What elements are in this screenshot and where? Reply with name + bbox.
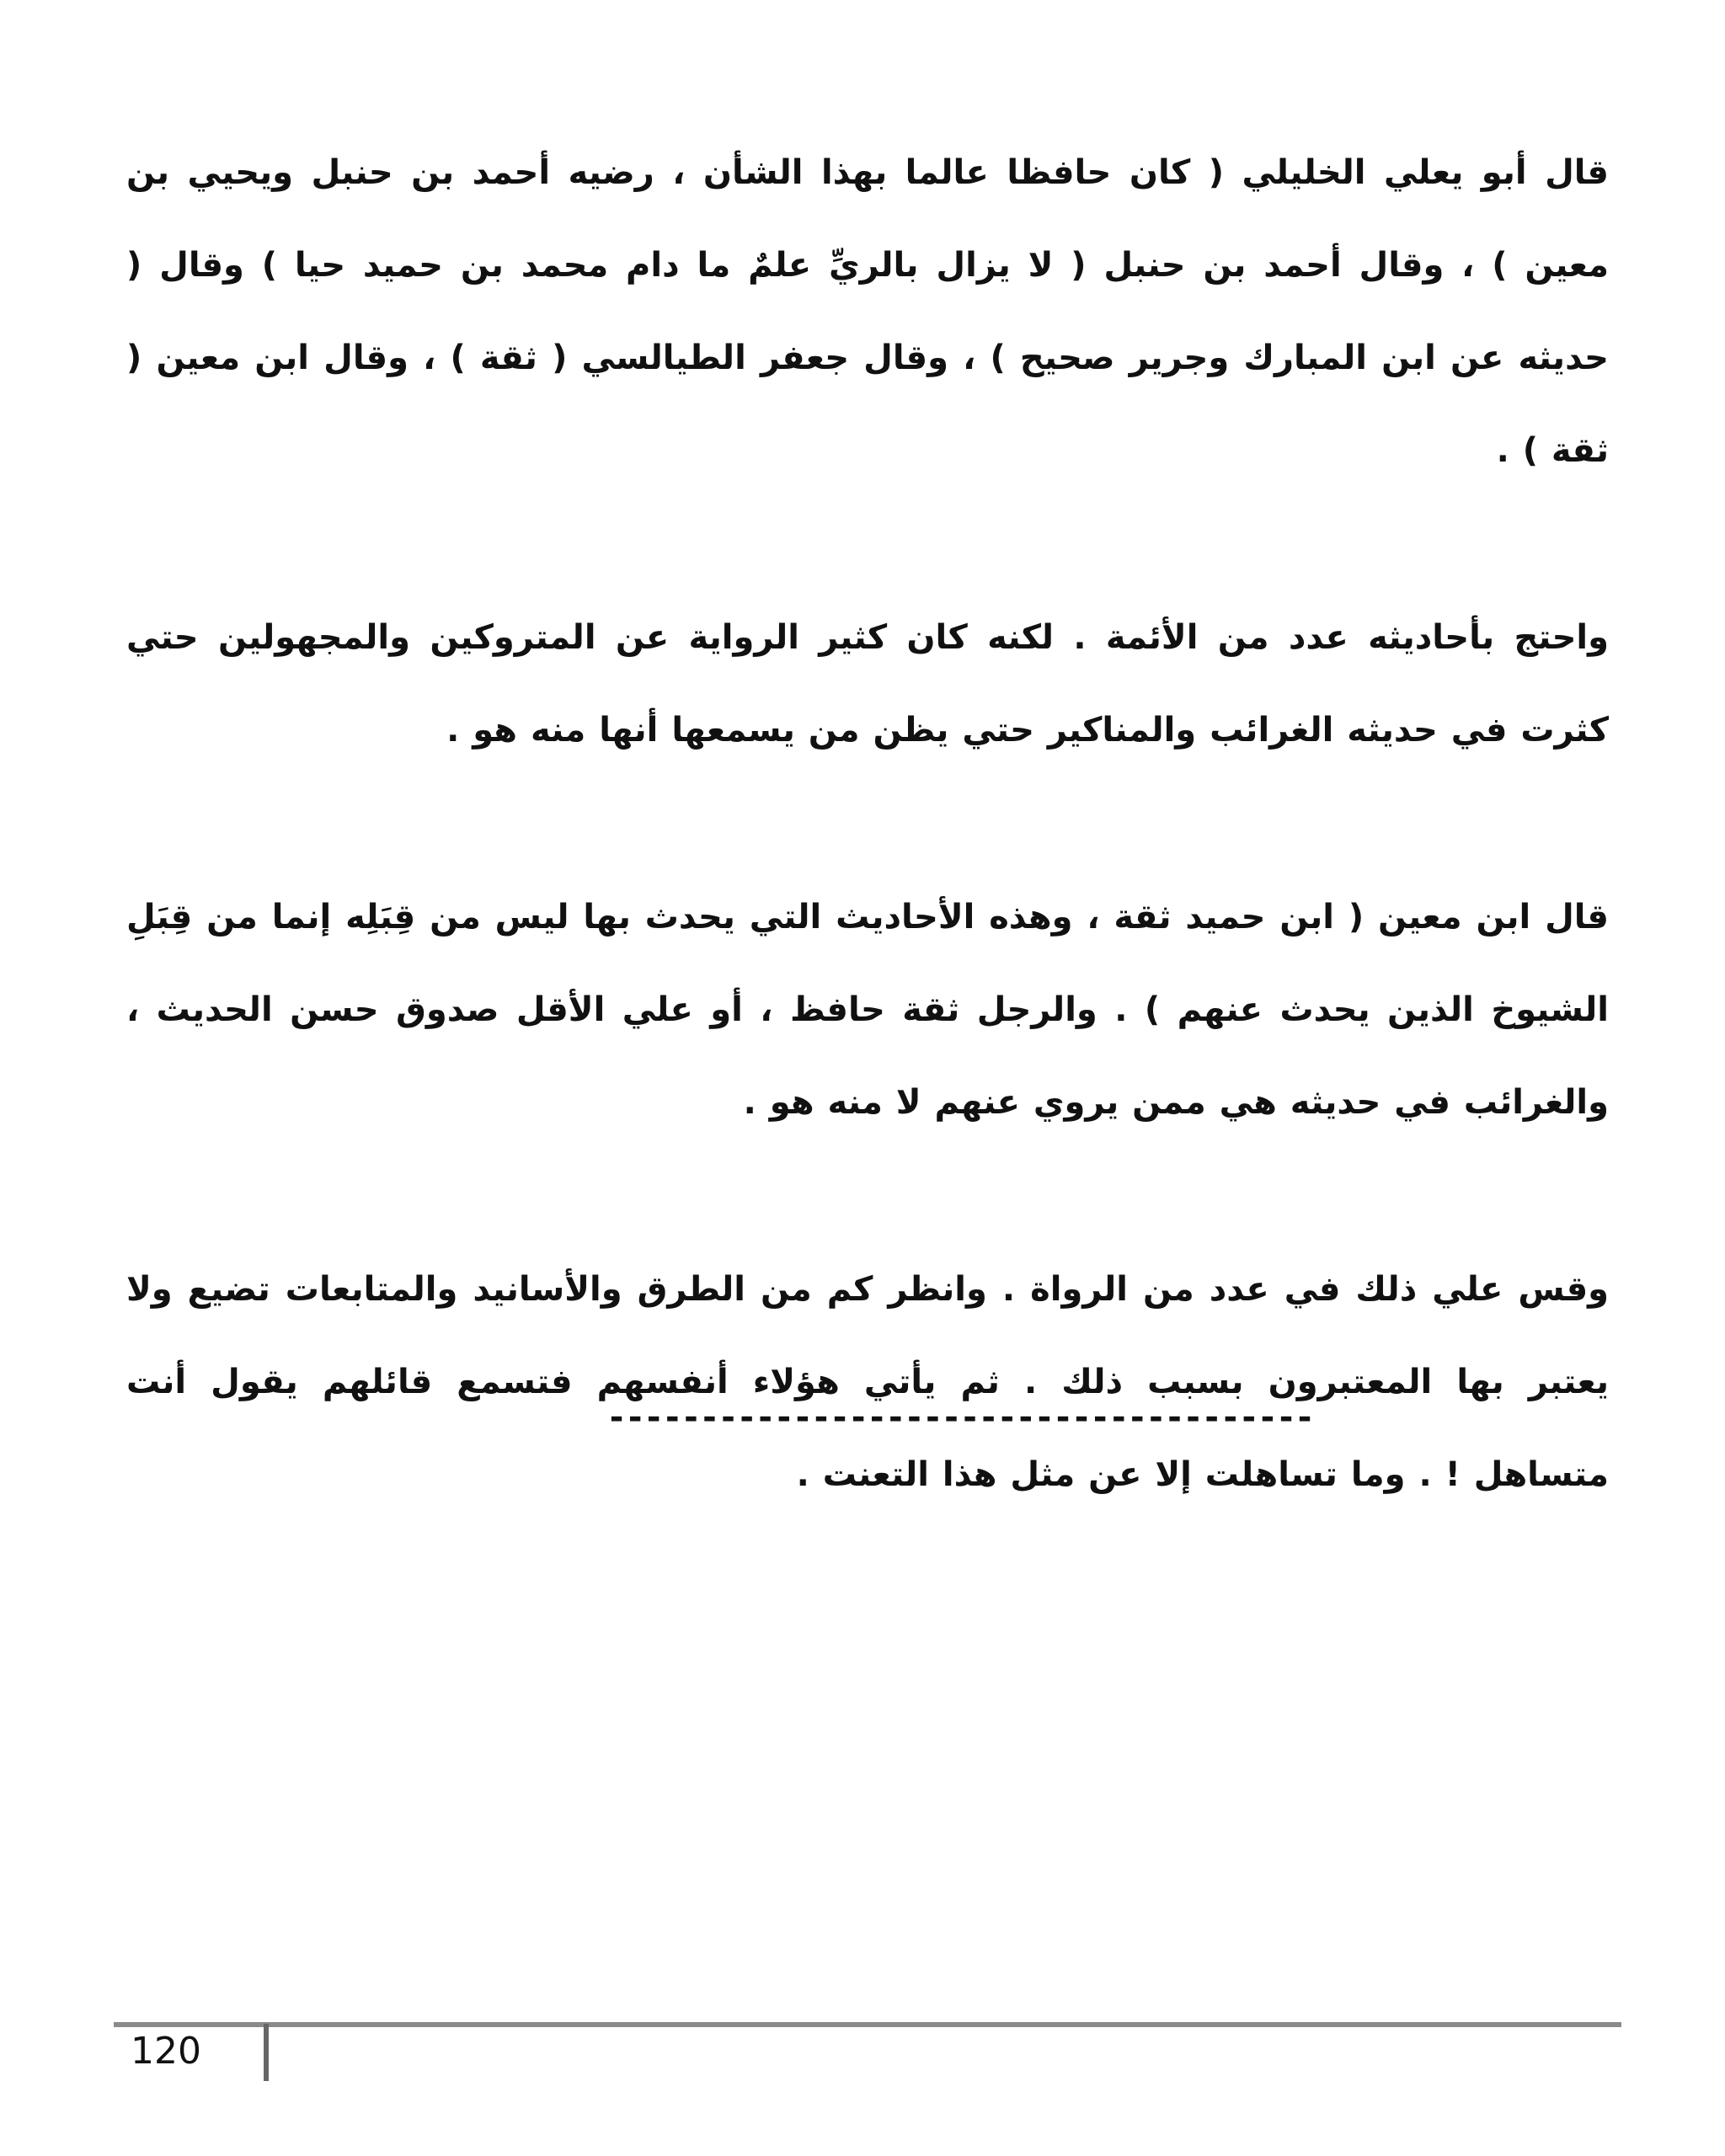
document-body — [126, 126, 1609, 1615]
paragraph-2: واحتج بأحاديثه عدد من الأئمة . لكنه كان كثير الرواية عن المتروكين والمجهولين حتي كثرت في حديثه الغرائب والمناكير حتي يظن من يسمعها أنها منه هو . — [126, 618, 1609, 750]
section-divider: -------------------------------------- — [606, 1398, 1314, 1437]
paragraph-4: وقس علي ذلك في عدد من الرواة . وانظر كم من الطرق والأسانيد والمتابعات تضيع ولا يعتبر بها المعتبرون بسبب ذلك . ثم يأتي هؤلاء أنفسهم فتسمع قائلهم يقول أنت متساهل ! . وما تساهلت إلا عن مثل هذا التعنت . — [126, 1270, 1609, 1494]
paragraph-1: قال أبو يعلي الخليلي ( كان حافظا عالما بهذا الشأن ، رضيه أحمد بن حنبل ويحيي بن معين ) ، وقال أحمد بن حنبل ( لا يزال بالريِّ علمٌ ما دام محمد بن حميد حيا ) وقال ( حديثه عن ابن المبارك وجرير صحيح ) ، وقال جعفر الطيالسي ( ثقة ) ، وقال ابن معين ( ثقة ) . — [126, 153, 1609, 470]
paragraph-3: قال ابن معين ( ابن حميد ثقة ، وهذه الأحاديث التي يحدث بها ليس من قِبَلِه إنما من قِبَلِ الشيوخ الذين يحدث عنهم ) . والرجل ثقة حافظ ، أو علي الأقل صدوق حسن الحديث ، والغرائب في حديثه هي ممن يروي عنهم لا منه هو . — [126, 898, 1609, 1122]
footer-rule — [114, 2022, 1621, 2027]
footer-separator — [264, 2024, 269, 2081]
page-number: 120 — [131, 2030, 201, 2073]
